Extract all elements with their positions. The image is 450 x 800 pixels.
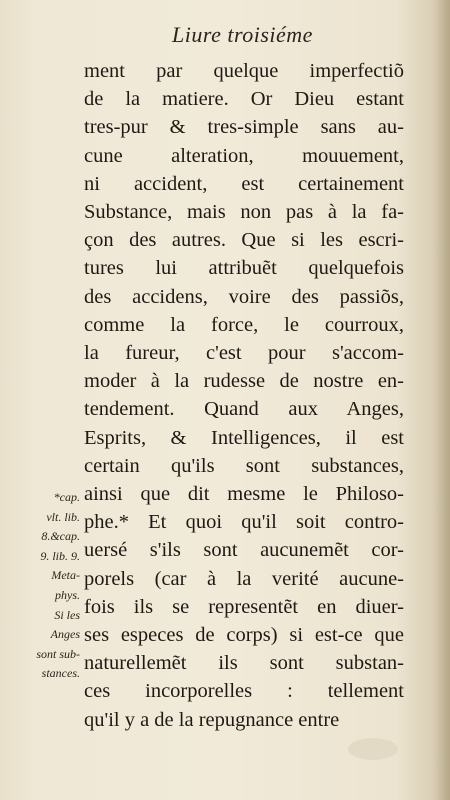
margin-note-line: *cap. (53, 490, 80, 504)
text-line: tures lui attribuẽt quelquefois (84, 257, 404, 280)
text-line: tres-pur & tres-simple sans au- (84, 116, 404, 139)
text-line: Esprits, & Intelligences, il est (84, 426, 404, 449)
text-line: de la matiere. Or Dieu estant (84, 88, 404, 111)
text-line: ses especes de corps) si est-ce que (84, 624, 404, 647)
text-line: cune alteration, mouuement, (84, 144, 404, 167)
paper-stain (348, 738, 398, 760)
text-line: uersé s'ils sont aucunemẽt cor- (84, 539, 404, 562)
text-line: fois ils se representẽt en diuer- (84, 595, 404, 618)
margin-note-line: sont sub- (36, 646, 80, 661)
margin-note-line: 8.&cap. (41, 529, 80, 544)
page-gutter-shadow (432, 0, 450, 800)
text-line: Substance, mais non pas à la fa- (84, 201, 404, 224)
text-line: çon des autres. Que si les escri- (84, 229, 404, 252)
text-line: ni accident, est certainement (84, 172, 404, 195)
running-head: Liure troisiéme (172, 22, 313, 47)
margin-note-line: Si les (54, 607, 80, 622)
margin-note-line: vlt. lib. (46, 509, 80, 524)
text-line: moder à la rudesse de nostre en- (84, 370, 404, 393)
text-line: ment par quelque imperfectiõ (84, 60, 404, 82)
margin-note-line: Meta- (51, 568, 80, 583)
text-line: des accidens, voire des passiõs, (84, 285, 404, 308)
text-line: porels (car à la verité aucune- (84, 567, 404, 590)
margin-note-line: 9. lib. 9. (40, 548, 80, 563)
text-line: ces incorporelles : tellement (84, 680, 404, 703)
text-line: la fureur, c'est pour s'accom- (84, 342, 404, 365)
margin-notes (22, 488, 80, 684)
margin-note-line: phys. (55, 587, 80, 602)
body-text (84, 57, 404, 734)
text-line: comme la force, le courroux, (84, 313, 404, 336)
margin-note-line: stances. (41, 666, 80, 681)
text-line: ainsi que dit mesme le Philoso- (84, 483, 404, 506)
text-line: naturellemẽt ils sont substan- (84, 652, 404, 675)
text-line: tendement. Quand aux Anges, (84, 398, 404, 421)
margin-note-line: Anges (50, 627, 80, 642)
text-line: certain qu'ils sont substances, (84, 454, 404, 477)
text-line: qu'il y a de la repugnance entre (84, 708, 340, 731)
text-line: phe.* Et quoi qu'il soit contro- (84, 511, 404, 534)
